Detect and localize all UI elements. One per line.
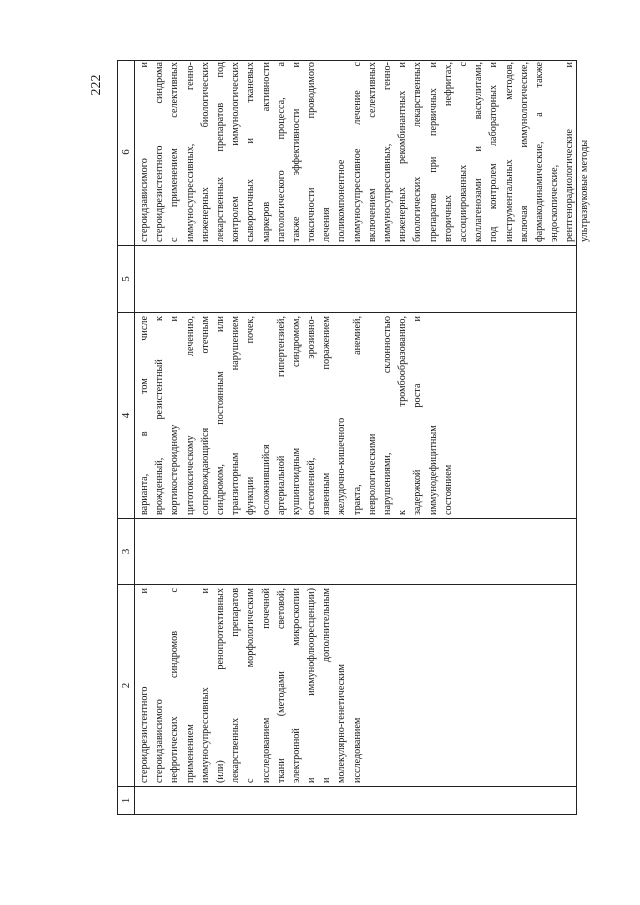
col-5-cell (134, 245, 576, 312)
text-line: функции почек, (245, 316, 257, 515)
text-line: лекарственных препаратов под (214, 62, 226, 242)
text-line: осложнившийся (260, 444, 272, 515)
text-line: иммуносупрессивных, генно- (382, 62, 393, 242)
text-line: инженерных биологических (199, 62, 211, 242)
text-line: инженерных рекомбинантных и (397, 62, 409, 242)
text-line: рентгенорадиологические и (564, 62, 576, 242)
text-line: артериальной гипертензией, (275, 316, 287, 515)
col-6-text (134, 59, 593, 245)
text-line: электронной микроскопии (290, 588, 302, 783)
text-line: сопровождающийся отечным (199, 316, 211, 515)
text-line: транзиторным нарушением (230, 316, 242, 515)
text-line: неврологическими (366, 433, 378, 515)
text-line: молекулярно-генетическим (336, 664, 348, 783)
text-line: коллагенозами и васкулитами, (473, 62, 485, 242)
text-line: лечения (321, 207, 333, 242)
header-col-4: 4 (118, 312, 134, 518)
text-line: кушингоидным синдромом, (290, 316, 302, 515)
text-line: патологического процесса, а (275, 62, 287, 242)
text-line: с применением селективных (169, 62, 181, 242)
text-line: включая иммунологические, (518, 62, 530, 242)
text-line: иммунодефицитным (427, 425, 439, 515)
text-line: фармакодинамические, а также (533, 62, 545, 242)
text-line: стероидзависимого и (139, 62, 150, 242)
header-col-3: 3 (118, 518, 134, 584)
text-line: исследованием почечной (260, 588, 272, 783)
table-wrapper (117, 60, 591, 815)
page-number: 222 (89, 74, 104, 96)
col-6-cell (134, 59, 591, 245)
text-line: остеопенией, эрозивно- (306, 316, 318, 515)
col-2-cell (134, 584, 576, 786)
text-line: вариантa, в том числе (139, 316, 150, 515)
text-line: иммуносупрессивных и (199, 588, 211, 783)
text-line: тракта, анемией, (351, 316, 363, 515)
text-line: язвенным поражением (321, 316, 333, 515)
text-line: исследованием (351, 717, 363, 783)
text-line: инструментальных методов, (503, 62, 515, 242)
text-line: контролем иммунологических (230, 62, 242, 242)
text-line: препаратов при первичных и (427, 62, 439, 242)
col-2-text (134, 585, 365, 786)
text-line: также эффективности и (290, 62, 302, 242)
header-col-1: 1 (118, 786, 134, 814)
col-4-text (134, 313, 456, 518)
header-col-5: 5 (118, 245, 134, 312)
header-col-6: 6 (120, 149, 132, 155)
text-line: сывороточных и тканевых (245, 62, 257, 242)
text-line: (или) ренопротективных (214, 588, 226, 783)
text-line: состоянием (442, 464, 454, 515)
text-line: нарушениями, склонностью (382, 316, 393, 515)
text-line: иммуносупрессивных, генно- (184, 62, 196, 242)
text-line: ткани (методами световой, (275, 588, 287, 783)
col-4-cell (134, 312, 576, 518)
text-line: стероидрезистентного и (139, 588, 150, 783)
text-line: лекарственных препаратов (230, 588, 242, 783)
text-line: поликомпонентное (336, 159, 348, 242)
text-line: под контролем лабораторных и (488, 62, 500, 242)
text-line: токсичности проводимого (306, 62, 318, 242)
text-line: к тромбообразованию, (397, 316, 409, 515)
text-line: с морфологическим (245, 588, 257, 783)
text-line: ультразвуковые методы (579, 139, 591, 242)
medical-care-table (117, 60, 591, 815)
text-line: биологических лекарственных (412, 62, 424, 242)
text-line: эндоскопические, (549, 164, 561, 242)
text-line: ассоциированных с (457, 62, 469, 242)
header-col-2: 2 (118, 584, 134, 786)
text-line: стероидрезистентного синдрома (154, 62, 166, 242)
col-3-cell (134, 518, 576, 584)
text-line: нефротических синдромов с (169, 588, 181, 783)
text-line: маркеров активности (260, 62, 272, 242)
text-line: желудочно-кишечного (336, 417, 348, 515)
text-line: включением селективных (366, 62, 378, 242)
text-line: применением (184, 724, 196, 783)
text-line: синдромом, постоянным или (214, 316, 226, 515)
text-line: цитотоксическому лечению, (184, 316, 196, 515)
col-1-cell (134, 786, 576, 814)
text-line: врожденный, резистентный к (154, 316, 166, 515)
text-line: и иммунофлюоресценции) (306, 588, 318, 783)
text-line: кортикостероидному и (169, 316, 181, 515)
table-header-row (118, 61, 135, 814)
text-line: задержкой роста и (412, 316, 424, 515)
text-line: стероидзависимого (154, 699, 166, 783)
text-line: вторичных нефритах, (442, 62, 454, 242)
text-line: и дополнительным (321, 588, 333, 783)
text-line: иммуносупрессивное лечение с (351, 62, 363, 242)
